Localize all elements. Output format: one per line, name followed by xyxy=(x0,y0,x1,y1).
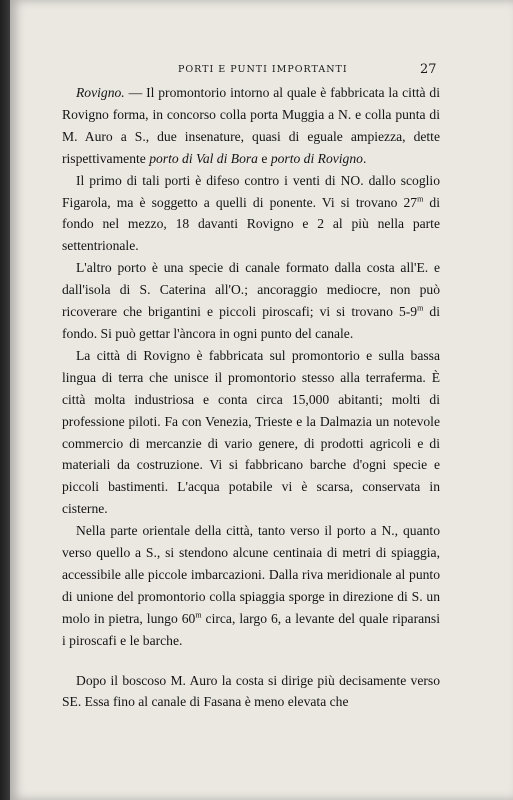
paragraph-text: Il primo di tali porti è difeso contro i venti di NO. dallo scoglio Figarola, ma è soggetto a quelli di ponente. Vi si trovano 27 xyxy=(62,172,440,210)
paragraph-text: L'altro porto è una specie di canale formato dalla costa all'E. e dall'isola di S. Caterina all'O.; ancoraggio mediocre, non può ricoverare che brigantini e piccoli piroscafi; vi si trovano 5-9 xyxy=(62,260,440,320)
paragraph-rovigno-intro xyxy=(62,82,440,170)
italic-term: porto di Rovigno xyxy=(270,150,363,166)
italic-term: porto di Val di Bora xyxy=(149,150,258,166)
paragraph-first-port xyxy=(62,170,440,258)
paragraph-text: circa, largo 6, a levante del quale riparansi i piroscafi e le barche. xyxy=(62,610,440,648)
paragraph-east-part xyxy=(62,520,440,651)
paragraph-text: e xyxy=(257,150,271,166)
place-heading: Rovigno. xyxy=(76,85,125,100)
paragraph-text: di fondo nel mezzo, 18 davanti Rovigno e 2 al più nella parte settentrionale. xyxy=(62,194,440,254)
paragraph-text: La città di Rovigno è fabbricata sul promontorio e sulla bassa lingua di terra che unisce il promontorio stesso alla terraferma. È città molta industriosa e conta circa 15,000 abitanti; molti di professione piloti. Fa con Venezia, Trieste e la Dalmazia un notevole commercio di mercanzie di vario genere, di prodotti agricoli e di materiali da costruzione. Vi si fabbricano barche d'ogni specie e piccoli bastimenti. L'acqua potabile vi è scarsa, conservata in cisterne. xyxy=(62,347,440,517)
paragraph-text: di fondo. Si può gettar l'àncora in ogni punto del canale. xyxy=(62,304,440,341)
page-number: 27 xyxy=(420,62,437,77)
paragraph-second-port xyxy=(62,257,440,345)
unit-superscript: m xyxy=(417,303,424,313)
book-page xyxy=(10,0,513,800)
paragraph-monte-auro xyxy=(62,670,440,714)
body-text xyxy=(62,82,440,713)
paragraph-text: Nella parte orientale della città, tanto verso il porto a N., quanto verso quello a S., si stendono alcune centinaia di metri di spiaggia, accessibile alle piccole imbarcazioni. Dalla riva meridionale al punto di unione del promontorio colla spiaggia sporge in direzione di S. un molo in pietra, lungo 60 xyxy=(62,523,440,626)
paragraph-text: — Il promontorio intorno al quale è fabbricata la città di Rovigno forma, in concorso colla porta Muggia a N. e colla punta di M. Auro a S., due insenature, quasi di eguale ampiezza, dette rispettivamente xyxy=(62,85,440,166)
book-gutter xyxy=(0,0,10,800)
running-title: PORTI E PUNTI IMPORTANTI xyxy=(178,64,348,75)
paragraph-city xyxy=(62,345,440,520)
paragraph-text: Dopo il boscoso M. Auro la costa si dirige più decisamente verso SE. Essa fino al canale di Fasana è meno elevata che xyxy=(62,672,440,710)
paragraph-text: . xyxy=(362,150,367,166)
unit-superscript: m xyxy=(195,610,202,620)
unit-superscript: m xyxy=(417,194,424,203)
